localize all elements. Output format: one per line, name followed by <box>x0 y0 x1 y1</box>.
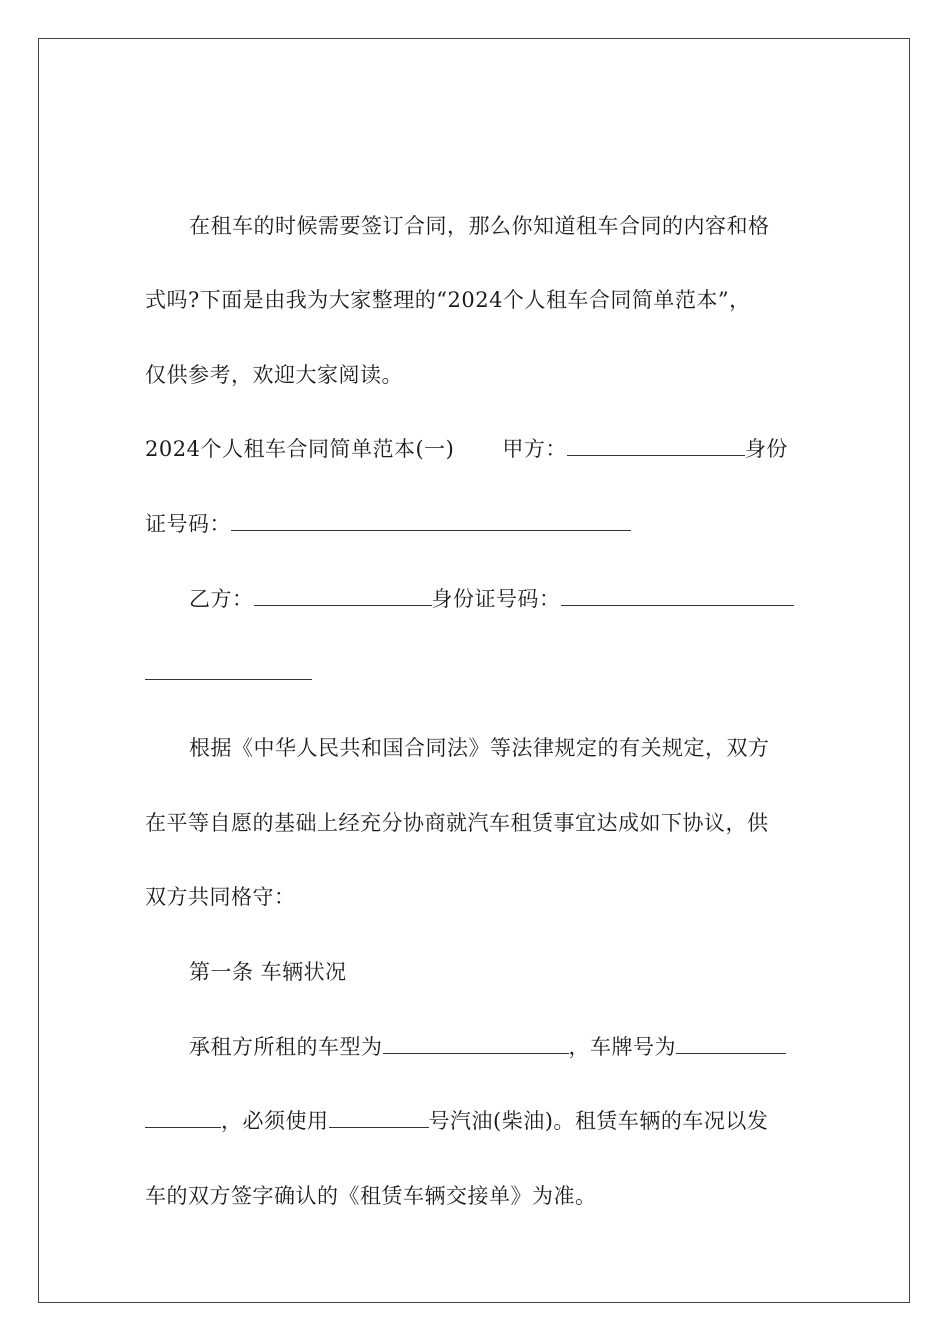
intro-line-2: 式吗?下面是由我为大家整理的“2024个人租车合同简单范本”， <box>145 288 751 312</box>
party-a-id-blank <box>231 512 631 531</box>
plate-number-label: ，车牌号为 <box>568 1035 676 1059</box>
car-model-label: 承租方所租的车型为 <box>189 1035 383 1059</box>
party-b-id-continuation <box>145 658 312 688</box>
article-1-line-3: 车的双方签字确认的《租赁车辆交接单》为准。 <box>145 1184 597 1208</box>
party-a-label: 甲方： <box>502 437 567 461</box>
party-b-id-label: 身份证号码： <box>431 587 561 611</box>
plate-number-blank-continued <box>145 1109 221 1128</box>
party-a-id-label-start: 身份 <box>744 437 788 461</box>
party-a-id-label-end: 证号码： <box>145 512 231 536</box>
party-a-name-blank <box>567 437 745 456</box>
intro-line-1: 在租车的时候需要签订合同，那么你知道租车合同的内容和格 <box>189 214 770 238</box>
intro-line-3: 仅供参考，欢迎大家阅读。 <box>145 363 403 387</box>
article-1-title: 第一条 车辆状况 <box>189 960 347 984</box>
article-1-line-2 <box>145 1106 768 1136</box>
contract-heading-line <box>145 434 788 464</box>
party-b-id-blank-continued <box>145 661 312 680</box>
fuel-grade-blank <box>329 1109 429 1128</box>
party-b-line <box>189 584 794 614</box>
fuel-label: ，必须使用 <box>221 1109 329 1133</box>
fuel-condition-text: 号汽油(柴油)。租赁车辆的车况以发 <box>428 1109 769 1133</box>
party-b-label: 乙方： <box>189 587 254 611</box>
car-model-blank <box>383 1035 569 1054</box>
party-b-id-blank <box>561 587 794 606</box>
preamble-line-1: 根据《中华人民共和国合同法》等法律规定的有关规定，双方 <box>189 736 770 760</box>
article-1-line-1 <box>189 1032 786 1062</box>
contract-title: 2024个人租车合同简单范本(一) <box>145 437 455 461</box>
plate-number-blank <box>676 1035 786 1054</box>
party-a-id-line <box>145 509 631 539</box>
preamble-line-2: 在平等自愿的基础上经充分协商就汽车租赁事宜达成如下协议，供 <box>145 811 769 835</box>
preamble-line-3: 双方共同格守： <box>145 885 296 909</box>
party-b-name-blank <box>254 587 432 606</box>
